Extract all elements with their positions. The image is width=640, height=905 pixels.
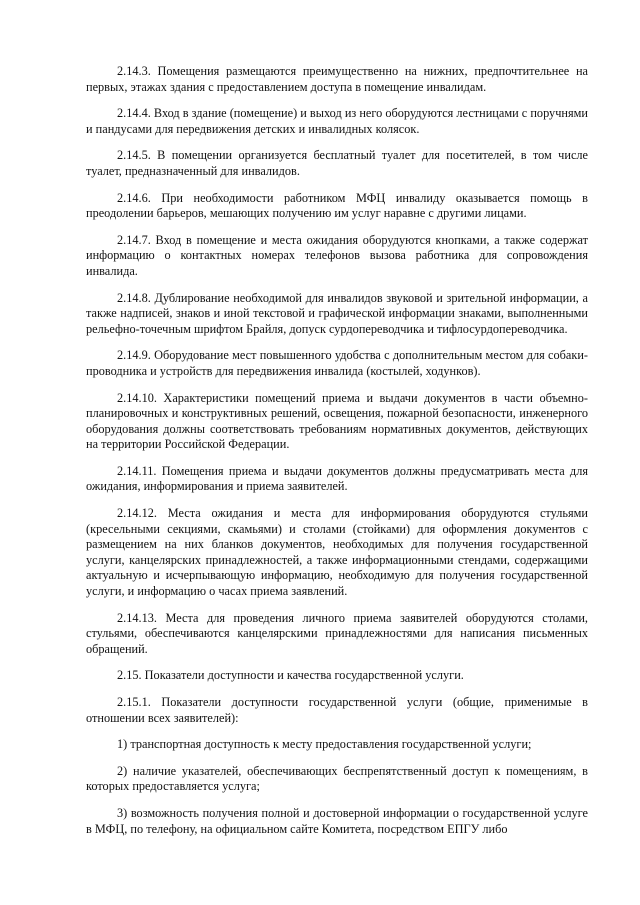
paragraph-2-15-1: 2.15.1. Показатели доступности государственной услуги (общие, применимые в отношении всех заявителей): bbox=[86, 695, 588, 725]
paragraph-2-14-6: 2.14.6. При необходимости работником МФЦ инвалиду оказывается помощь в преодолении барьеров, мешающих получению им услуг наравне с другими лицами. bbox=[86, 190, 588, 221]
paragraph-2-14-13: 2.14.13. Места для проведения личного приема заявителей оборудуются столами, стульями, обеспечиваются канцелярскими принадлежностями для написания письменных обращений. bbox=[86, 610, 588, 656]
paragraph-2-14-5: 2.14.5. В помещении организуется бесплатный туалет для посетителей, в том числе туалет, предназначенный для инвалидов. bbox=[86, 148, 588, 178]
paragraph-2-14-3: 2.14.3. Помещения размещаются преимущественно на нижних, предпочтительнее на первых, этажах здания с предоставлением доступа в помещение инвалидам. bbox=[86, 64, 588, 94]
list-item-3: 3) возможность получения полной и достоверной информации о государственной услуге в МФЦ, по телефону, на официальном сайте Комитета, посредством ЕПГУ либо bbox=[86, 805, 588, 836]
paragraph-2-14-10: 2.14.10. Характеристики помещений приема и выдачи документов в части объемно-планировочных и конструктивных решений, освещения, пожарной безопасности, инженерного оборудования должны соответствовать требованиям нормативных документов, действующих на территории Российской Федерации. bbox=[86, 390, 588, 452]
section-heading-2-15: 2.15. Показатели доступности и качества государственной услуги. bbox=[117, 668, 464, 683]
paragraph-2-14-9: 2.14.9. Оборудование мест повышенного удобства с дополнительным местом для собаки-проводника и устройств для передвижения инвалида (костылей, ходунков). bbox=[86, 348, 588, 378]
document-body bbox=[86, 64, 588, 848]
list-item-2: 2) наличие указателей, обеспечивающих беспрепятственный доступ к помещениям, в которых предоставляется услуга; bbox=[86, 763, 588, 794]
paragraph-2-14-8: 2.14.8. Дублирование необходимой для инвалидов звуковой и зрительной информации, а также надписей, знаков и иной текстовой и графической информации знаками, выполненными рельефно-точечным шрифтом Брайля, допуск сурдопереводчика и тифлосурдопереводчика. bbox=[86, 290, 588, 336]
paragraph-2-14-11: 2.14.11. Помещения приема и выдачи документов должны предусматривать места для ожидания, информирования и приема заявителей. bbox=[86, 463, 588, 494]
paragraph-2-14-7: 2.14.7. Вход в помещение и места ожидания оборудуются кнопками, а также содержат информацию о контактных номерах телефонов вызова работника для сопровождения инвалида. bbox=[86, 232, 588, 278]
list-item-1: 1) транспортная доступность к месту предоставления государственной услуги; bbox=[117, 737, 532, 752]
paragraph-2-14-12: 2.14.12. Места ожидания и места для информирования оборудуются стульями (кресельными секциями, скамьями) и столами (стойками) для оформления документов с размещением на них бланков документов, необходимых для получения государственной услуги, канцелярских принадлежностей, а также информационными стендами, содержащими актуальную и исчерпывающую информацию, необходимую для получения государственной услуги, и информацию о часах приема заявлений. bbox=[86, 506, 588, 599]
paragraph-2-14-4: 2.14.4. Вход в здание (помещение) и выход из него оборудуются лестницами с поручнями и пандусами для передвижения детских и инвалидных колясок. bbox=[86, 106, 588, 136]
